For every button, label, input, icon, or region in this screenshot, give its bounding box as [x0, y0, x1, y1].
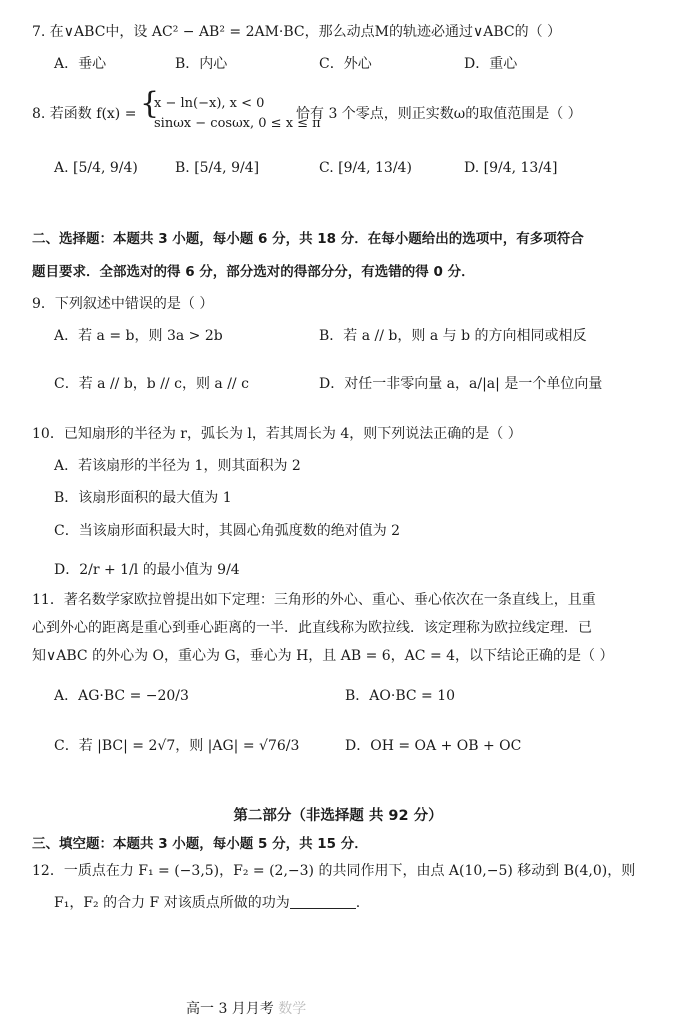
footer-text: 高一 3 月月考 — [186, 1001, 274, 1017]
q9-option-c: C．若 a // b，b // c，则 a // c — [54, 376, 249, 392]
q12-answer-blank — [290, 894, 356, 909]
q10-option-d: D．2/r + 1/l 的最小值为 9/4 — [54, 562, 240, 578]
q11-option-b: B．AO·BC = 10 — [345, 688, 456, 704]
section3-title: 三、填空题：本题共 3 小题，每小题 5 分，共 15 分． — [32, 836, 368, 852]
q8-option-c: C. [9/4, 13/4) — [319, 160, 412, 176]
q8-piece-2: sinωx − cosωx, 0 ≤ x ≤ π — [154, 116, 321, 131]
q8-piece-1: x − ln(−x), x < 0 — [154, 96, 265, 111]
q8-stem-lead: 8. 若函数 f(x) = — [32, 106, 137, 122]
q8-option-a: A. [5/4, 9/4) — [54, 160, 138, 176]
q8-option-b: B. [5/4, 9/4] — [175, 160, 260, 176]
section2-line2: 题目要求．全部选对的得 6 分，部分选对的得部分分，有选错的得 0 分． — [32, 264, 475, 280]
q10-option-b: B．该扇形面积的最大值为 1 — [54, 490, 232, 506]
q8-stem-tail: 恰有 3 个零点，则正实数ω的取值范围是（ ） — [296, 106, 582, 122]
q11-option-a: A．AG·BC = −20/3 — [54, 688, 189, 704]
q8-option-d: D. [9/4, 13/4] — [464, 160, 558, 176]
q9-option-a: A．若 a = b，则 3a > 2b — [54, 328, 223, 344]
q7-option-a: A．垂心 — [54, 56, 107, 72]
q9-option-d: D．对任一非零向量 a，a/|a| 是一个单位向量 — [319, 376, 603, 392]
q11-line3: 知∨ABC 的外心为 O，重心为 G，垂心为 H，且 AB = 6，AC = 4，以下结论正确的是（ ） — [32, 648, 614, 664]
q12-line1: 12．一质点在力 F₁ = (−3,5)，F₂ = (2,−3) 的共同作用下，由点 A(10,−5) 移动到 B(4,0)，则 — [32, 863, 636, 879]
footer — [186, 999, 306, 1019]
footer-subject: 数学 — [278, 1001, 307, 1017]
q11-line1: 11．著名数学家欧拉曾提出如下定理：三角形的外心、重心、垂心依次在一条直线上，且重 — [32, 592, 596, 608]
q12-line2-text: F₁，F₂ 的合力 F 对该质点所做的功为 — [54, 895, 290, 911]
q9-option-b: B．若 a // b，则 a 与 b 的方向相同或相反 — [319, 328, 587, 344]
q9-stem: 9．下列叙述中错误的是（ ） — [32, 296, 214, 312]
q7-option-b: B．内心 — [175, 56, 228, 72]
q7-option-d: D．重心 — [464, 56, 518, 72]
q10-option-c: C．当该扇形面积最大时，其圆心角弧度数的绝对值为 2 — [54, 523, 401, 539]
q8-brace-icon: { — [140, 86, 160, 121]
q11-option-d: D．OH = OA + OB + OC — [345, 738, 522, 754]
q12-line2 — [54, 893, 360, 913]
q10-stem: 10．已知扇形的半径为 r，弧长为 l，若其周长为 4，则下列说法正确的是（ ） — [32, 426, 522, 442]
q11-line2: 心到外心的距离是重心到垂心距离的一半．此直线称为欧拉线．该定理称为欧拉线定理．已 — [32, 620, 592, 636]
q12-line2-end: . — [355, 895, 361, 911]
q7-stem: 7. 在∨ABC中，设 AC² − AB² = 2AM·BC，那么动点M的轨迹必通过∨ABC的（ ） — [32, 24, 562, 40]
q10-option-a: A．若该扇形的半径为 1，则其面积为 2 — [54, 458, 301, 474]
q11-option-c: C．若 |BC| = 2√7，则 |AG| = √76/3 — [54, 738, 300, 754]
q7-option-c: C．外心 — [319, 56, 372, 72]
part2-title: 第二部分（非选择题 共 92 分） — [233, 808, 443, 824]
section2-line1: 二、选择题：本题共 3 小题，每小题 6 分，共 18 分．在每小题给出的选项中，有多项符合 — [32, 231, 584, 247]
